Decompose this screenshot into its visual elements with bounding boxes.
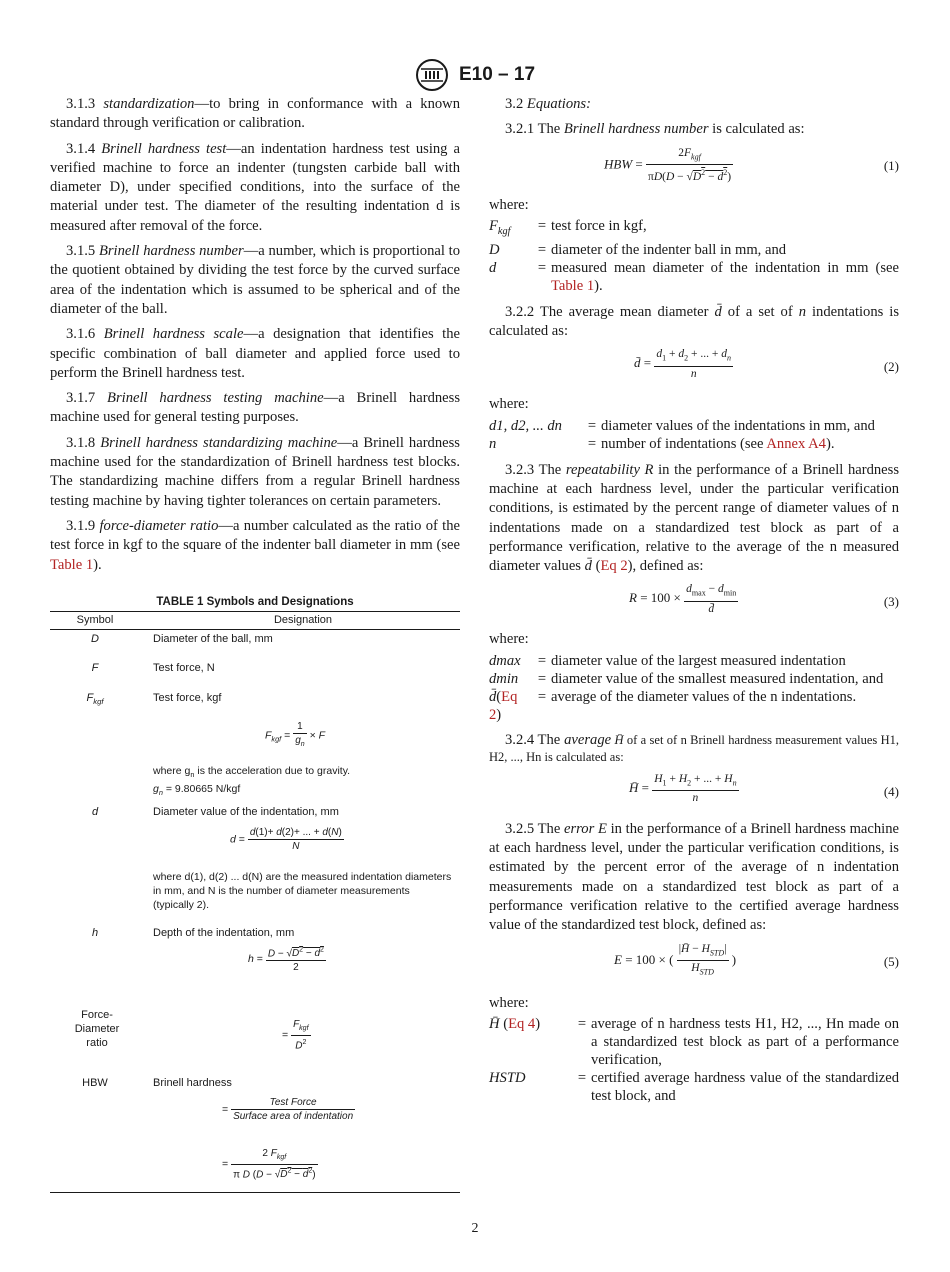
- equation-2: d̄ = $\frac{d_1 + d_2 + ... + d_n}{n}$ (2): [634, 348, 899, 380]
- def-row: n = number of indentations (see Annex A4).: [489, 435, 835, 452]
- para-3-1-6: 3.1.6 Brinell hardness scale—a designation that identifies the specific combination of ball diameter and applied force used to perform the Brinell hardness test.: [50, 326, 460, 381]
- annex-a4-link[interactable]: Annex A4: [766, 435, 826, 452]
- def-row: dmax = diameter value of the largest measured indentation: [489, 652, 846, 669]
- definitions-5: [489, 1015, 899, 1105]
- note-d: where d(1), d(2) ... d(N) are the measured indentation diameters in mm, and N is the number of diameter measurements (typically 2).: [153, 871, 452, 911]
- table-1: [50, 596, 460, 1181]
- col-header-designation: Designation: [273, 614, 333, 626]
- symbol-F: F: [91, 662, 99, 674]
- table-1-link[interactable]: Table 1: [50, 556, 94, 573]
- def-row: H̄ (Eq 4) = average of n hardness tests H1, H2, ..., Hn made on a standardized test block as part of a performance verification,: [489, 1015, 899, 1068]
- equation-3: R = 100 × $\frac{d_{max} - d_{min}}{d̄}$ (3): [629, 583, 899, 615]
- symbol-Fkgf: $F_{kgf}$: [86, 692, 104, 707]
- para-3-1-4: 3.1.4 Brinell hardness test—an indentation hardness test using a verified machine to force an indenter (tungsten carbide ball with diameter D), under specified conditions, into the surface of the material under test. The diameter of the resulting indentation d is measured after removal of the force.: [50, 140, 460, 234]
- table-caption: TABLE 1 Symbols and Designations: [156, 596, 354, 608]
- def-row: d1, d2, ... dn = diameter values of the indentations in mm, and: [489, 417, 875, 434]
- definitions-2: [489, 417, 899, 453]
- desc-D: Diameter of the ball, mm: [153, 633, 273, 645]
- equation-2-number: (2): [883, 359, 899, 375]
- def-row: $F_{kgf}$ = test force in kgf,: [489, 217, 647, 237]
- desc-F: Test force, N: [153, 662, 215, 674]
- symbol-h: h: [91, 927, 99, 939]
- para-3-2-4: 3.2.4 The average H̄ of a set of n Brinell hardness measurement values H1, H2, ..., Hn is calculated as:: [489, 731, 900, 764]
- def-row: d = measured mean diameter of the indentation in mm (see Table 1).: [489, 259, 899, 294]
- formula-fkgf: $F_{kgf}$ = $\frac{1}{g_n}$ × F: [265, 721, 326, 748]
- left-column: [50, 95, 460, 581]
- table-header-row: [50, 611, 460, 630]
- eq-2-link[interactable]: Eq 2: [489, 688, 518, 723]
- formula-d: d = $\frac{d(1)+ d(2)+ ... + d(N)}{N}$: [230, 827, 342, 852]
- desc-h: Depth of the indentation, mm: [153, 927, 295, 939]
- def-row: D = diameter of the indenter ball in mm, and: [489, 241, 787, 258]
- where-label-5: where:: [489, 994, 529, 1011]
- equation-4: H̄ = $\frac{H_1 + H_2 + ... + H_n}{n}$ (4): [629, 772, 899, 805]
- para-3-2-5: 3.2.5 The error E in the performance of a Brinell hardness machine at each hardness level, under the particular verification conditions, is estimated by the percent error of the average of n indentation measurements made on a standardized test block as part of a performance verification relative to the certified average hardness value of the standardized test block, defined as:: [489, 820, 900, 934]
- para-3-1-3: 3.1.3 standardization—to bring in conformance with a known standard through verification or calibration.: [50, 96, 460, 132]
- para-3-1-9: 3.1.9 force-diameter ratio—a number calculated as the ratio of the test force in kgf to the square of the indenter ball diameter in mm (see Table 1).: [50, 517, 460, 573]
- col-header-symbol: Symbol: [76, 614, 114, 626]
- para-3-2-2: 3.2.2 The average mean diameter d̄ of a set of n indentations is calculated as:: [489, 303, 900, 340]
- para-3-2-1: 3.2.1 The Brinell hardness number is calculated as:: [505, 121, 805, 138]
- definitions-1: [489, 217, 899, 295]
- equation-5: E = 100 × ( $\frac{|H̄ - H_{STD}|}{H_{STD}}$ ) (5): [614, 942, 899, 977]
- definitions-3: [489, 652, 899, 724]
- symbol-force-diameter-ratio: Force-Diameter ratio: [74, 1009, 120, 1049]
- page-header: [0, 58, 950, 92]
- eq-4-link[interactable]: Eq 4: [508, 1015, 536, 1032]
- equation-1-number: (1): [883, 157, 899, 173]
- symbol-D: D: [91, 633, 99, 645]
- desc-Fkgf: Test force, kgf: [153, 692, 222, 704]
- def-row: d̄(Eq 2) = average of the diameter values of the n indentations.: [489, 688, 857, 723]
- symbol-HBW: HBW: [82, 1077, 108, 1089]
- right-column: [489, 95, 899, 1105]
- astm-logo-icon: [415, 58, 449, 92]
- where-label-3: where:: [489, 631, 529, 648]
- table-bottom-rule: [50, 1192, 460, 1193]
- equation-5-number: (5): [883, 953, 899, 969]
- desc-d: Diameter value of the indentation, mm: [153, 806, 339, 818]
- def-row: HSTD = certified average hardness value of the standardized test block, and: [489, 1069, 899, 1104]
- document-code: E10 – 17: [458, 64, 536, 85]
- where-label-2: where:: [489, 396, 529, 413]
- def-row: dmin = diameter value of the smallest measured indentation, and: [489, 670, 884, 687]
- equation-3-number: (3): [883, 594, 899, 610]
- table-1-link[interactable]: Table 1: [551, 277, 595, 294]
- eq-2-link[interactable]: Eq 2: [600, 558, 628, 575]
- formula-h: h = $\frac{D - √D^2 - d^2}{2}$: [248, 944, 326, 974]
- equation-4-number: (4): [883, 783, 899, 799]
- equation-1: HBW = $\frac{2F_{kgf}}{\pi D(D - √D^2 - d^2)}$ (1): [604, 146, 899, 183]
- note-gravity: where $g_n$ is the acceleration due to gravity. $g_n = 9.80665$ N/kgf: [153, 765, 351, 798]
- para-3-1-7: 3.1.7 Brinell hardness testing machine—a Brinell hardness machine used for general testing purposes.: [50, 390, 461, 426]
- page-number: 2: [471, 1221, 479, 1236]
- para-3-1-8: 3.1.8 Brinell hardness standardizing machine—a Brinell hardness machine used for the standardization of Brinell hardness test blocks. The standardizing machine differs from a regular Brinell hardness testing machine by having tighter tolerances on certain parameters.: [50, 434, 460, 509]
- para-3-1-5: 3.1.5 Brinell hardness number—a number, which is proportional to the quotient obtained by dividing the test force by the curved surface area of the indentation which is assumed to be spherical and of the diameter of the ball.: [50, 243, 461, 317]
- section-3-2: 3.2 Equations:: [505, 96, 591, 112]
- formula-hbw-full: = $\frac{2 F_{kgf}}{\pi D (D - √D^2 - d^2)}$: [222, 1148, 316, 1181]
- para-3-2-3: 3.2.3 The repeatability R in the performance of a Brinell hardness machine at each hardness level, under the particular verification conditions, is estimated by the percent range of diameter values of n indentations made on a standardized test block as part of a performance verification, relative to the average of the n measured diameter values d̄ (Eq 2), defined as:: [489, 461, 900, 575]
- where-label-1: where:: [489, 196, 529, 213]
- formula-force-diameter-ratio: = $\frac{F_{kgf}}{D^2}$: [282, 1019, 309, 1052]
- formula-hbw-ratio: = $\frac{\text{Test Force}}{\text{Surface area of indentation}}$: [222, 1097, 354, 1122]
- symbol-d: d: [91, 806, 99, 818]
- desc-HBW: Brinell hardness: [153, 1077, 232, 1089]
